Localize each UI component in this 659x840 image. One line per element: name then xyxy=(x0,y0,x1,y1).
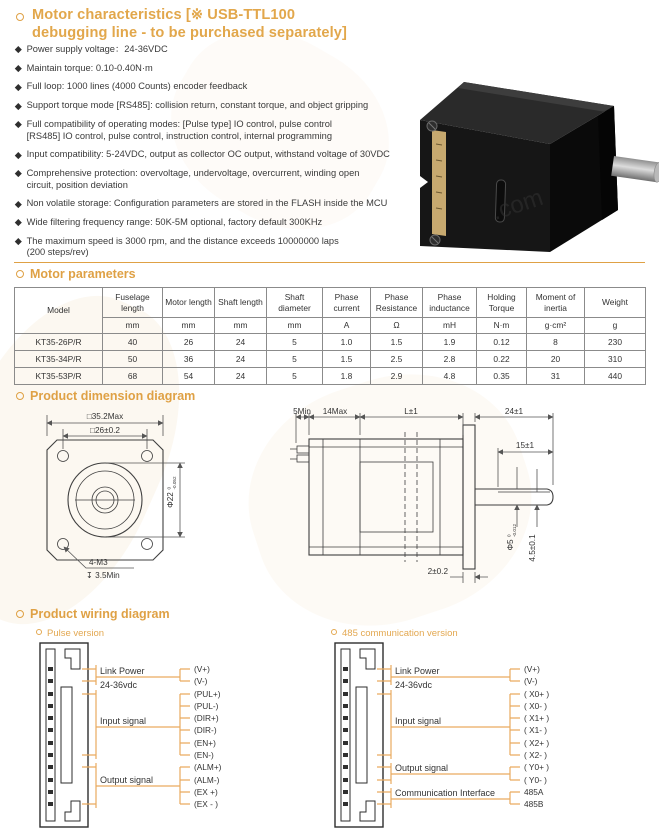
group-label-power-voltage: 24-36vdc xyxy=(395,680,433,690)
connector-pins xyxy=(48,667,53,806)
group-label-input: Input signal xyxy=(100,716,147,726)
pulse-wiring-diagram xyxy=(30,641,320,837)
feature-item: Non volatile storage: Configuration parameters are stored in the FLASH inside the MCU xyxy=(16,198,440,210)
feature-list xyxy=(16,44,440,266)
dim-flat-length: 15±1 xyxy=(515,441,535,450)
unit-cell: mm xyxy=(163,318,215,334)
table-units-row xyxy=(15,318,646,334)
feature-item: Power supply voltage：24-36VDC xyxy=(16,44,440,56)
motor-parameters-table xyxy=(14,287,646,385)
subsection-ring-icon xyxy=(36,629,42,635)
dim-screw-spec: 4-M3 xyxy=(89,558,108,567)
group-label-power: Link Power xyxy=(100,666,145,676)
pin-label: ( Y0+ ) xyxy=(524,762,549,772)
group-label-output: Output signal xyxy=(100,775,154,785)
diamond-bullet-icon xyxy=(15,201,21,207)
photo-watermark-text: .com xyxy=(488,183,547,226)
section-ring-icon xyxy=(16,392,24,400)
section-title: Motor parameters xyxy=(30,267,136,281)
output-wires xyxy=(82,763,190,808)
col-header: Holding Torque xyxy=(477,288,527,318)
pin-label: ( X0+ ) xyxy=(524,689,550,699)
rs485-wiring-diagram xyxy=(325,641,659,837)
connector-pins xyxy=(343,667,348,806)
pin-label: ( X1- ) xyxy=(524,725,548,735)
pin-label: (V-) xyxy=(194,676,208,686)
motor-label-strip xyxy=(432,130,446,236)
col-header: Weight xyxy=(585,288,646,318)
diamond-bullet-icon xyxy=(15,238,21,244)
pin-label: ( X1+ ) xyxy=(524,713,550,723)
model-cell: KT35-34P/R xyxy=(15,351,103,368)
dim-outer-square: □35.2Max xyxy=(86,412,124,421)
col-header: Phase Resistance xyxy=(371,288,423,318)
pin-label: 485A xyxy=(524,787,544,797)
screw-icon xyxy=(427,121,437,131)
unit-cell: mm xyxy=(215,318,267,334)
pin-label: ( X2- ) xyxy=(524,750,548,760)
section-title: Product wiring diagram xyxy=(30,607,170,621)
pin-label: (DIR+) xyxy=(194,713,219,723)
dim-flat-depth xyxy=(528,534,537,562)
pin-label: (EN+) xyxy=(194,738,216,748)
dim-plate-thickness: 2±0.2 xyxy=(427,567,448,576)
dim-screw-depth: ↧ 3.5Min xyxy=(86,571,120,580)
unit-cell: mH xyxy=(423,318,477,334)
unit-cell: mm xyxy=(267,318,323,334)
model-cell: KT35-26P/R xyxy=(15,334,103,351)
diamond-bullet-icon xyxy=(15,103,21,109)
col-header: Motor length xyxy=(163,288,215,318)
dimension-drawing xyxy=(14,405,645,603)
rs485-version-header xyxy=(331,628,458,639)
section-ring-icon xyxy=(16,610,24,618)
feature-item: The maximum speed is 3000 rpm, and the distance exceeds 10000000 laps (200 steps/rev) xyxy=(16,236,440,259)
unit-cell: Ω xyxy=(371,318,423,334)
screw-icon xyxy=(430,235,440,245)
front-view xyxy=(47,412,185,580)
feature-item: Full compatibility of operating modes: [Pulse type] IO control, pulse control [RS485] IO control, pulse control, instruction control, internal programming xyxy=(16,119,440,142)
dim-hole-pitch: □26±0.2 xyxy=(90,426,120,435)
pin-label: ( Y0- ) xyxy=(524,775,547,785)
pulse-version-header xyxy=(36,628,104,639)
section-title: Product dimension diagram xyxy=(30,389,196,403)
unit-cell: N·m xyxy=(477,318,527,334)
dim-body: L±1 xyxy=(404,407,418,416)
characteristics-header xyxy=(16,6,416,42)
svg-text:4.5±0.1: 4.5±0.1 xyxy=(528,534,537,562)
pin-label: ( X0- ) xyxy=(524,701,548,711)
page-title-line1: Motor characteristics [※ USB-TTL100 xyxy=(32,7,296,23)
subsection-title: 485 communication version xyxy=(342,628,458,639)
pin-label: (DIR-) xyxy=(194,725,217,735)
unit-cell: g·cm² xyxy=(527,318,585,334)
col-header: Phase inductance xyxy=(423,288,477,318)
pin-label: (V-) xyxy=(524,676,538,686)
dim-rear: 5Min xyxy=(293,407,311,416)
section-dimension-diagram xyxy=(16,389,195,403)
subsection-title: Pulse version xyxy=(47,628,105,639)
svg-text:-0.012: -0.012 xyxy=(511,523,517,537)
col-header: Moment of inertia xyxy=(527,288,585,318)
feature-item: Comprehensive protection: overvoltage, undervoltage, overcurrent, winding open circuit, position deviation xyxy=(16,168,440,191)
section-divider xyxy=(14,262,645,263)
pin-label: 485B xyxy=(524,799,544,809)
section-wiring-diagram xyxy=(16,607,170,621)
diamond-bullet-icon xyxy=(15,170,21,176)
dim-pilot-diameter xyxy=(166,476,177,508)
col-header: Shaft length xyxy=(215,288,267,318)
table-row: KT35-26P/R 40 26 24 5 1.0 1.5 1.9 0.12 8 230 xyxy=(15,334,646,351)
col-header: Phase current xyxy=(323,288,371,318)
svg-text:Φ22: Φ22 xyxy=(166,492,175,508)
group-label-input: Input signal xyxy=(395,716,442,726)
diamond-bullet-icon xyxy=(15,219,21,225)
pin-label: (ALM+) xyxy=(194,762,222,772)
page-title-line2: debugging line - to be purchased separately] xyxy=(32,25,347,41)
group-label-power-voltage: 24-36vdc xyxy=(100,680,138,690)
svg-text:0: 0 xyxy=(506,534,512,537)
side-view xyxy=(290,407,553,583)
pin-label: ( X2+ ) xyxy=(524,738,550,748)
dim-shaft-diameter xyxy=(506,524,517,551)
group-label-comm: Communication Interface xyxy=(395,788,496,798)
diamond-bullet-icon xyxy=(15,65,21,71)
feature-item: Support torque mode [RS485]: collision return, constant torque, and object gripping xyxy=(16,100,440,112)
feature-item: Full loop: 1000 lines (4000 Counts) encoder feedback xyxy=(16,81,440,93)
model-cell: KT35-53P/R xyxy=(15,368,103,385)
diamond-bullet-icon xyxy=(15,121,21,127)
feature-item: Input compatibility: 5-24VDC, output as collector OC output, withstand voltage of 30VDC xyxy=(16,149,440,161)
svg-text:-0.052: -0.052 xyxy=(171,476,177,490)
diamond-bullet-icon xyxy=(15,46,21,52)
page-title xyxy=(32,6,347,42)
connector-drawing xyxy=(335,643,383,827)
pin-label: (PUL-) xyxy=(194,701,219,711)
pin-label: (EX - ) xyxy=(194,799,218,809)
feature-item: Wide filtering frequency range: 50K-5M optional, factory default 300KHz xyxy=(16,217,440,229)
unit-cell: g xyxy=(585,318,646,334)
pin-label: (V+) xyxy=(524,664,540,674)
col-header: Model xyxy=(15,288,103,334)
section-motor-parameters xyxy=(16,267,136,281)
dim-housing: 14Max xyxy=(322,407,348,416)
pin-label: (PUL+) xyxy=(194,689,221,699)
col-header: Fuselage length xyxy=(103,288,163,318)
unit-cell: A xyxy=(323,318,371,334)
pin-label: (ALM-) xyxy=(194,775,220,785)
subsection-ring-icon xyxy=(331,629,337,635)
motor-shaft xyxy=(611,156,659,183)
motor-product-photo xyxy=(400,60,659,260)
pin-label: (EN-) xyxy=(194,750,214,760)
svg-text:0: 0 xyxy=(166,486,172,490)
table-row: KT35-53P/R 68 54 24 5 1.8 2.9 4.8 0.35 31 440 xyxy=(15,368,646,385)
diamond-bullet-icon xyxy=(15,152,21,158)
connector-drawing xyxy=(40,643,88,827)
section-ring-icon xyxy=(16,270,24,278)
group-label-power: Link Power xyxy=(395,666,440,676)
col-header: Shaft diameter xyxy=(267,288,323,318)
section-ring-icon xyxy=(16,13,24,21)
group-label-output: Output signal xyxy=(395,763,449,773)
pin-label: (EX +) xyxy=(194,787,218,797)
dim-shaft-length: 24±1 xyxy=(504,407,524,416)
pin-label: (V+) xyxy=(194,664,210,674)
unit-cell: mm xyxy=(103,318,163,334)
svg-text:Φ5: Φ5 xyxy=(506,539,515,551)
table-header-row xyxy=(15,288,646,318)
feature-item: Maintain torque: 0.10-0.40N·m xyxy=(16,63,440,75)
table-row: KT35-34P/R 50 36 24 5 1.5 2.5 2.8 0.22 20 310 xyxy=(15,351,646,368)
diamond-bullet-icon xyxy=(15,84,21,90)
